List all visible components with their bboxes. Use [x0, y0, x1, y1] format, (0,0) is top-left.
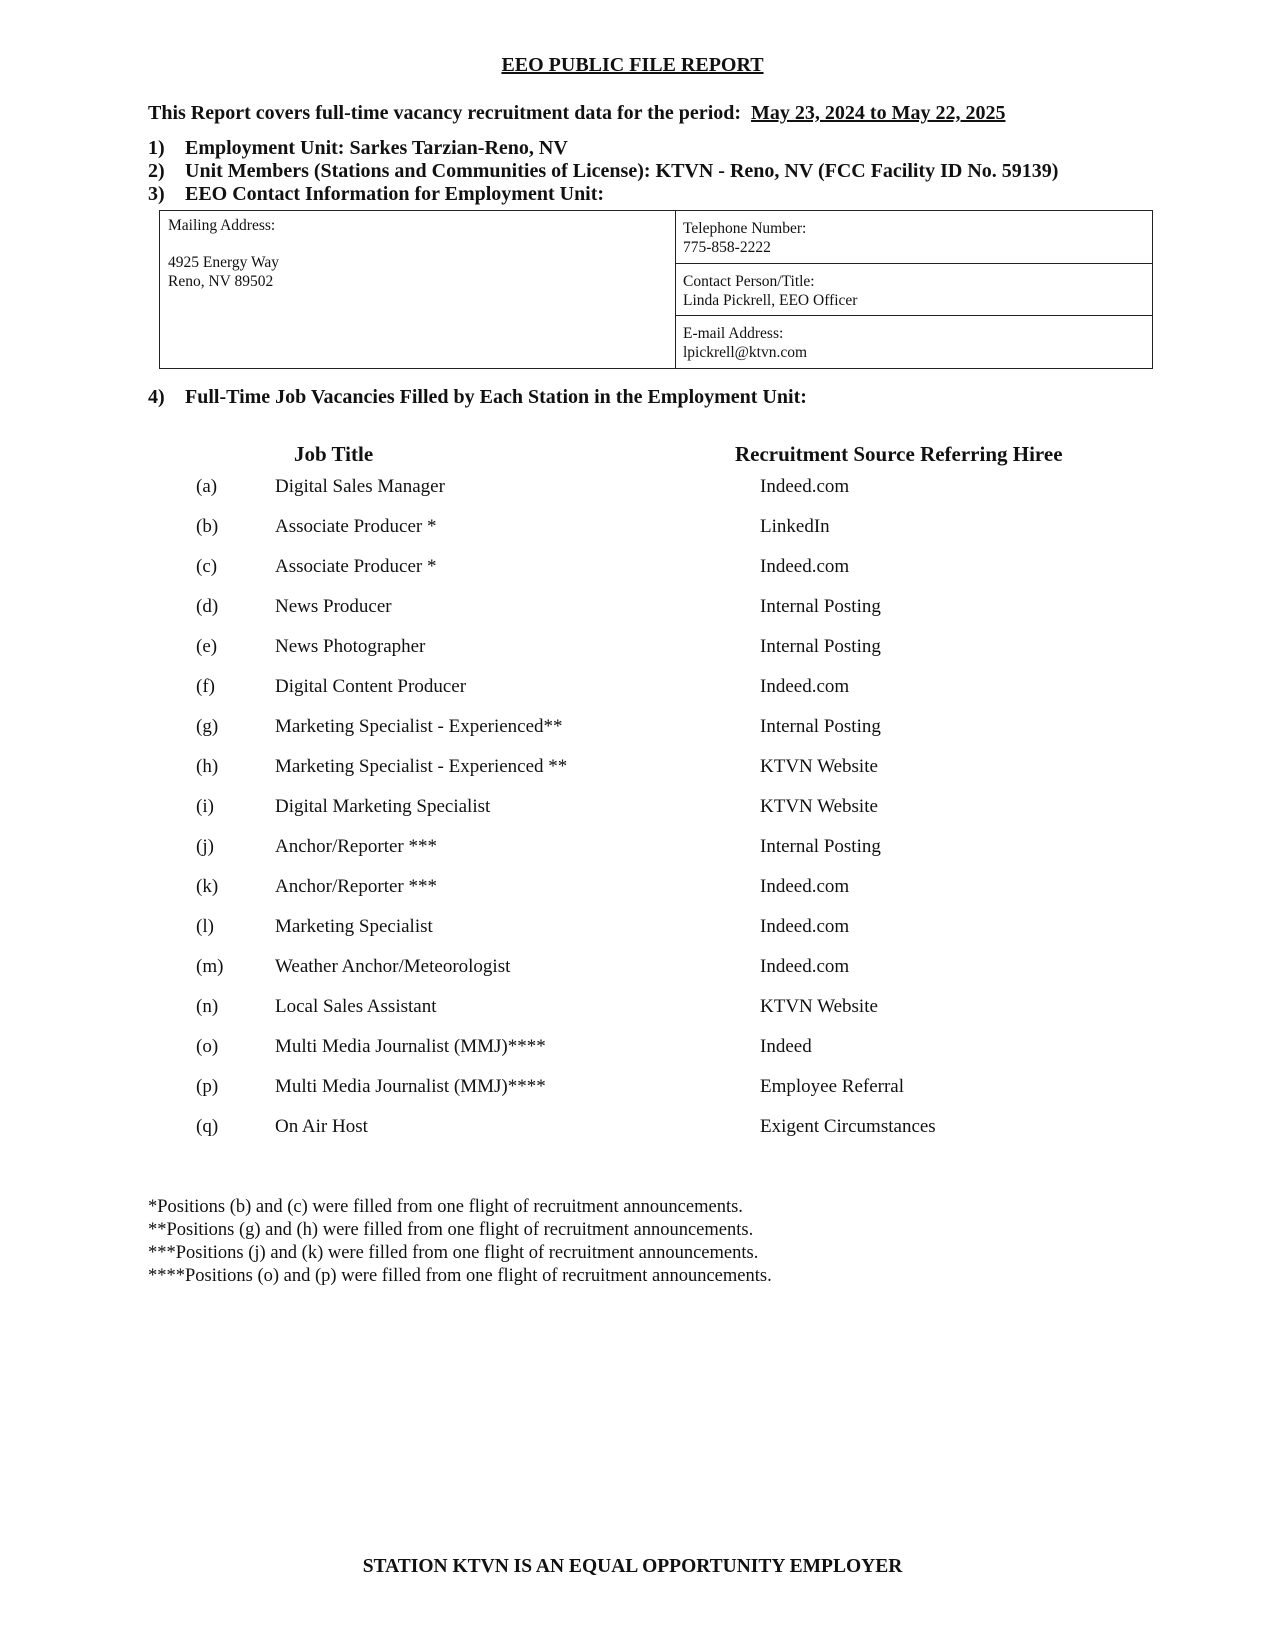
job-title: Marketing Specialist - Experienced ** [275, 756, 568, 777]
job-title: Digital Marketing Specialist [275, 796, 491, 817]
row-letter: (p) [196, 1076, 219, 1097]
row-letter: (k) [196, 876, 219, 897]
table-row [0, 792, 1265, 832]
recruitment-source: KTVN Website [760, 796, 878, 817]
table-row [0, 752, 1265, 792]
job-title: On Air Host [275, 1116, 368, 1137]
contact-person-cell [676, 263, 1152, 316]
employment-unit-item [148, 137, 568, 160]
recruitment-source: KTVN Website [760, 756, 878, 777]
row-letter: (b) [196, 516, 219, 537]
row-letter: (l) [196, 916, 214, 937]
telephone-label: Telephone Number: [683, 220, 807, 237]
item-text: EEO Contact Information for Employment Unit: [185, 183, 605, 205]
report-title: EEO PUBLIC FILE REPORT [501, 54, 764, 76]
table-row [0, 592, 1265, 632]
job-title: Marketing Specialist [275, 916, 433, 937]
recruitment-source: Indeed [760, 1036, 812, 1057]
item-text: Unit Members (Stations and Communities of License): KTVN - Reno, NV (FCC Facility ID No. 59139) [185, 160, 1059, 182]
job-title: Weather Anchor/Meteorologist [275, 956, 511, 977]
recruitment-source: Internal Posting [760, 836, 881, 857]
item-number: 3) [148, 183, 165, 205]
footnote: ****Positions (o) and (p) were filled from one flight of recruitment announcements. [148, 1266, 772, 1286]
contact-info-table [159, 210, 1153, 369]
recruitment-source: LinkedIn [760, 516, 830, 537]
table-row [0, 912, 1265, 952]
recruitment-source: Internal Posting [760, 636, 881, 657]
item-number: 4) [148, 386, 165, 408]
item-text: Full-Time Job Vacancies Filled by Each Station in the Employment Unit: [185, 386, 807, 408]
row-letter: (c) [196, 556, 218, 577]
table-row [0, 552, 1265, 592]
eeo-contact-item [148, 183, 604, 206]
job-title: Anchor/Reporter *** [275, 876, 437, 897]
table-row [0, 1072, 1265, 1112]
address-line-1: 4925 Energy Way [168, 254, 279, 271]
vacancies-list [0, 472, 1265, 1152]
recruitment-source: Indeed.com [760, 476, 850, 497]
table-row [0, 992, 1265, 1032]
item-number: 2) [148, 160, 165, 182]
row-letter: (n) [196, 996, 219, 1017]
contact-person: Linda Pickrell, EEO Officer [683, 291, 858, 309]
table-row [0, 712, 1265, 752]
recruitment-source: Internal Posting [760, 716, 881, 737]
telephone-number: 775-858-2222 [683, 239, 771, 256]
recruitment-source: KTVN Website [760, 996, 878, 1017]
vacancies-item [148, 386, 807, 409]
table-row [0, 1032, 1265, 1072]
period-dates: May 23, 2024 to May 22, 2025 [751, 102, 1006, 124]
row-letter: (d) [196, 596, 219, 617]
row-letter: (a) [196, 476, 218, 497]
address-line-2: Reno, NV 89502 [168, 273, 274, 290]
job-title-header: Job Title [294, 442, 374, 466]
footnotes [148, 1196, 772, 1288]
recruitment-source: Indeed.com [760, 556, 850, 577]
email-address: lpickrell@ktvn.com [683, 344, 808, 362]
email-label: E-mail Address: [683, 325, 784, 343]
mailing-address-cell [160, 211, 676, 368]
period-label: This Report covers full-time vacancy recruitment data for the period: [148, 102, 742, 124]
row-letter: (q) [196, 1116, 219, 1137]
table-row [0, 512, 1265, 552]
table-row [0, 832, 1265, 872]
row-letter: (h) [196, 756, 219, 777]
row-letter: (o) [196, 1036, 219, 1057]
recruitment-source: Indeed.com [760, 676, 850, 697]
table-row [0, 872, 1265, 912]
job-title: Associate Producer * [275, 516, 437, 537]
recruitment-source: Indeed.com [760, 876, 850, 897]
telephone-cell [676, 211, 1152, 263]
job-title: Associate Producer * [275, 556, 437, 577]
job-title: Anchor/Reporter *** [275, 836, 437, 857]
job-title: News Photographer [275, 636, 426, 657]
row-letter: (f) [196, 676, 215, 697]
row-letter: (g) [196, 716, 219, 737]
recruitment-source: Indeed.com [760, 916, 850, 937]
table-row [0, 632, 1265, 672]
table-row [0, 672, 1265, 712]
report-period [148, 102, 1005, 125]
job-title: Digital Content Producer [275, 676, 467, 697]
row-letter: (j) [196, 836, 214, 857]
table-row [0, 472, 1265, 512]
row-letter: (e) [196, 636, 218, 657]
footnote: ***Positions (j) and (k) were filled from one flight of recruitment announcements. [148, 1243, 759, 1263]
recruitment-source: Employee Referral [760, 1076, 905, 1097]
table-row [0, 952, 1265, 992]
footnote: *Positions (b) and (c) were filled from one flight of recruitment announcements. [148, 1197, 743, 1217]
job-title: Digital Sales Manager [275, 476, 445, 497]
job-title: Multi Media Journalist (MMJ)**** [275, 1076, 546, 1097]
item-text: Employment Unit: Sarkes Tarzian-Reno, NV [185, 137, 568, 159]
row-letter: (m) [196, 956, 224, 977]
recruitment-source-header: Recruitment Source Referring Hiree [735, 442, 1063, 466]
recruitment-source: Internal Posting [760, 596, 881, 617]
job-title: Local Sales Assistant [275, 996, 437, 1017]
mailing-address-label: Mailing Address: [168, 217, 276, 234]
job-title: Multi Media Journalist (MMJ)**** [275, 1036, 546, 1057]
recruitment-source: Indeed.com [760, 956, 850, 977]
unit-members-item [148, 160, 1058, 183]
table-row [0, 1112, 1265, 1152]
job-title: Marketing Specialist - Experienced** [275, 716, 563, 737]
email-cell [676, 315, 1152, 368]
item-number: 1) [148, 137, 165, 159]
eoe-statement: STATION KTVN IS AN EQUAL OPPORTUNITY EMPLOYER [362, 1556, 903, 1577]
recruitment-source: Exigent Circumstances [760, 1116, 936, 1137]
contact-person-label: Contact Person/Title: [683, 272, 815, 290]
job-title: News Producer [275, 596, 392, 617]
row-letter: (i) [196, 796, 214, 817]
footnote: **Positions (g) and (h) were filled from one flight of recruitment announcements. [148, 1220, 754, 1240]
